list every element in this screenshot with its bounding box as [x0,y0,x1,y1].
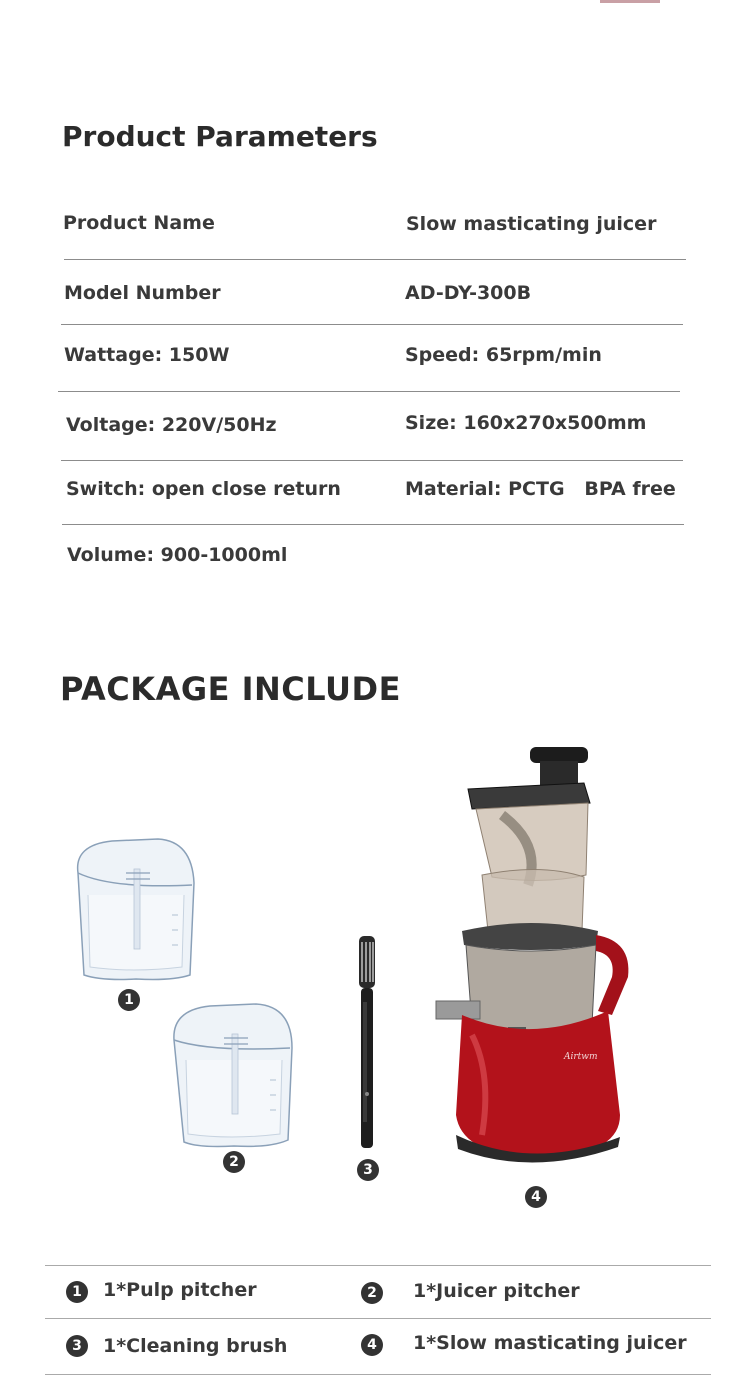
divider [45,1374,711,1375]
param-material: Material: PCTG BPA free [405,478,676,500]
pulp-pitcher-image [72,835,200,985]
divider [62,524,684,525]
cleaning-brush-image [352,932,382,1154]
package-item-juicer-pitcher: 1*Juicer pitcher [413,1280,580,1302]
juicer-pitcher-image [170,1000,298,1150]
param-voltage: Voltage: 220V/50Hz [66,414,277,436]
juicer-brand-label: Airtwm [564,1052,598,1062]
param-speed: Speed: 65rpm/min [405,344,602,366]
divider [64,259,686,260]
param-model-label: Model Number [64,282,221,304]
slow-juicer-image [432,745,638,1170]
param-size: Size: 160x270x500mm [405,412,647,434]
list-marker-4: 4 [361,1334,383,1356]
param-product-name-label: Product Name [63,212,215,234]
list-marker-1: 1 [66,1281,88,1303]
divider [61,460,683,461]
param-model-value: AD-DY-300B [405,282,532,304]
package-item-cleaning-brush: 1*Cleaning brush [103,1335,288,1357]
divider [58,391,680,392]
package-item-slow-juicer: 1*Slow masticating juicer [413,1332,687,1354]
param-wattage: Wattage: 150W [64,344,230,366]
package-item-pulp-pitcher: 1*Pulp pitcher [103,1279,257,1301]
params-title: Product Parameters [62,120,378,153]
package-title: PACKAGE INCLUDE [60,670,401,708]
marker-1: 1 [118,989,140,1011]
marker-3: 3 [357,1159,379,1181]
marker-2: 2 [223,1151,245,1173]
list-marker-2: 2 [361,1282,383,1304]
marker-4: 4 [525,1186,547,1208]
divider [61,324,683,325]
top-edge-accent [600,0,660,3]
divider [45,1318,711,1319]
param-product-name-value: Slow masticating juicer [406,213,657,235]
param-volume: Volume: 900-1000ml [67,544,288,566]
list-marker-3: 3 [66,1335,88,1357]
param-switch: Switch: open close return [66,478,341,500]
divider [45,1265,711,1266]
